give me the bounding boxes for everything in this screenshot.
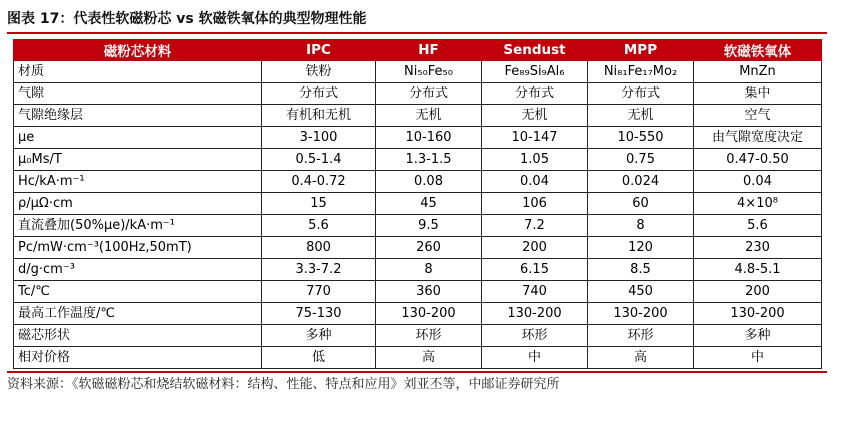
header-cell-hf: HF xyxy=(376,40,482,61)
table-cell: 无机 xyxy=(588,105,694,127)
table-cell: 分布式 xyxy=(376,83,482,105)
header-cell-sendust: Sendust xyxy=(482,40,588,61)
table-cell: 3.3-7.2 xyxy=(262,259,376,281)
table-row xyxy=(14,149,822,171)
table-cell: Ni₅₀Fe₅₀ xyxy=(376,61,482,83)
table-cell: 1.3-1.5 xyxy=(376,149,482,171)
table-header-row xyxy=(14,40,822,61)
header-cell-mpp: MPP xyxy=(588,40,694,61)
table-row xyxy=(14,259,822,281)
table-row xyxy=(14,281,822,303)
table-row xyxy=(14,347,822,369)
table-cell: 60 xyxy=(588,193,694,215)
table-row xyxy=(14,215,822,237)
table-cell: 130-200 xyxy=(588,303,694,325)
table-cell: 无机 xyxy=(482,105,588,127)
row-header-cell: 气隙 xyxy=(14,83,262,105)
table-cell: 5.6 xyxy=(262,215,376,237)
table-cell: 铁粉 xyxy=(262,61,376,83)
table-cell: 200 xyxy=(482,237,588,259)
table-cell: 高 xyxy=(376,347,482,369)
table-cell: 5.6 xyxy=(694,215,822,237)
table-row xyxy=(14,303,822,325)
table-cell: 10-160 xyxy=(376,127,482,149)
table-cell: 120 xyxy=(588,237,694,259)
row-header-cell: 气隙绝缘层 xyxy=(14,105,262,127)
table-cell: 7.2 xyxy=(482,215,588,237)
table-cell: 15 xyxy=(262,193,376,215)
table-cell: 低 xyxy=(262,347,376,369)
table-cell: 分布式 xyxy=(482,83,588,105)
table-cell: 800 xyxy=(262,237,376,259)
table-cell: Ni₈₁Fe₁₇Mo₂ xyxy=(588,61,694,83)
table-cell: 0.75 xyxy=(588,149,694,171)
table-cell: 多种 xyxy=(262,325,376,347)
row-header-cell: 直流叠加(50%μe)/kA·m⁻¹ xyxy=(14,215,262,237)
table-cell: 9.5 xyxy=(376,215,482,237)
table-body xyxy=(14,61,822,369)
source-note-text: 资料来源：《软磁磁粉芯和烧结软磁材料：结构、性能、特点和应用》刘亚丕等，中邮证券研究所 xyxy=(7,377,560,392)
table-cell: 高 xyxy=(588,347,694,369)
row-header-cell: Tc/℃ xyxy=(14,281,262,303)
source-note xyxy=(7,371,827,395)
header-cell-ferrite: 软磁铁氧体 xyxy=(694,40,822,61)
table-row xyxy=(14,83,822,105)
row-header-cell: μe xyxy=(14,127,262,149)
table-cell: MnZn xyxy=(694,61,822,83)
table-cell: 集中 xyxy=(694,83,822,105)
table-cell: 360 xyxy=(376,281,482,303)
row-header-cell: d/g·cm⁻³ xyxy=(14,259,262,281)
table-cell: 740 xyxy=(482,281,588,303)
table-row xyxy=(14,237,822,259)
table-cell: 环形 xyxy=(482,325,588,347)
table-cell: 中 xyxy=(482,347,588,369)
table-cell: 75-130 xyxy=(262,303,376,325)
table-cell: 环形 xyxy=(588,325,694,347)
table-cell: 130-200 xyxy=(694,303,822,325)
table-row xyxy=(14,61,822,83)
table-cell: 0.08 xyxy=(376,171,482,193)
table-cell: 130-200 xyxy=(482,303,588,325)
row-header-cell: μ₀Ms/T xyxy=(14,149,262,171)
figure-title xyxy=(7,6,827,34)
table-row xyxy=(14,325,822,347)
row-header-cell: 材质 xyxy=(14,61,262,83)
table-cell: 10-147 xyxy=(482,127,588,149)
table-cell: 1.05 xyxy=(482,149,588,171)
table-cell: 0.4-0.72 xyxy=(262,171,376,193)
table-cell: 8.5 xyxy=(588,259,694,281)
row-header-cell: ρ/μΩ·cm xyxy=(14,193,262,215)
table-cell: 8 xyxy=(588,215,694,237)
table-cell: 无机 xyxy=(376,105,482,127)
table-cell: 4×10⁸ xyxy=(694,193,822,215)
table-cell: 空气 xyxy=(694,105,822,127)
header-cell-material: 磁粉芯材料 xyxy=(14,40,262,61)
table-cell: 230 xyxy=(694,237,822,259)
table-cell: 4.8-5.1 xyxy=(694,259,822,281)
table-cell: 有机和无机 xyxy=(262,105,376,127)
table-cell: 6.15 xyxy=(482,259,588,281)
table-cell: 3-100 xyxy=(262,127,376,149)
table-cell: Fe₈₉Si₉Al₆ xyxy=(482,61,588,83)
table-cell: 106 xyxy=(482,193,588,215)
header-cell-ipc: IPC xyxy=(262,40,376,61)
figure-title-text: 图表 17：代表性软磁粉芯 vs 软磁铁氧体的典型物理性能 xyxy=(7,11,367,27)
table-cell: 0.04 xyxy=(482,171,588,193)
table-row xyxy=(14,105,822,127)
table-cell: 45 xyxy=(376,193,482,215)
table-row xyxy=(14,171,822,193)
table-cell: 环形 xyxy=(376,325,482,347)
table-cell: 0.5-1.4 xyxy=(262,149,376,171)
table-cell: 0.024 xyxy=(588,171,694,193)
table-cell: 分布式 xyxy=(588,83,694,105)
table-cell: 10-550 xyxy=(588,127,694,149)
table-cell: 130-200 xyxy=(376,303,482,325)
row-header-cell: 相对价格 xyxy=(14,347,262,369)
table-cell: 多种 xyxy=(694,325,822,347)
table-cell: 260 xyxy=(376,237,482,259)
table-row xyxy=(14,127,822,149)
row-header-cell: 最高工作温度/℃ xyxy=(14,303,262,325)
table-cell: 由气隙宽度决定 xyxy=(694,127,822,149)
table-cell: 200 xyxy=(694,281,822,303)
table-row xyxy=(14,193,822,215)
table-cell: 0.04 xyxy=(694,171,822,193)
table-cell: 中 xyxy=(694,347,822,369)
row-header-cell: Pc/mW·cm⁻³(100Hz,50mT) xyxy=(14,237,262,259)
table-cell: 8 xyxy=(376,259,482,281)
row-header-cell: Hc/kA·m⁻¹ xyxy=(14,171,262,193)
table-cell: 450 xyxy=(588,281,694,303)
table-cell: 分布式 xyxy=(262,83,376,105)
table-cell: 770 xyxy=(262,281,376,303)
row-header-cell: 磁芯形状 xyxy=(14,325,262,347)
table-cell: 0.47-0.50 xyxy=(694,149,822,171)
properties-table xyxy=(13,39,822,369)
